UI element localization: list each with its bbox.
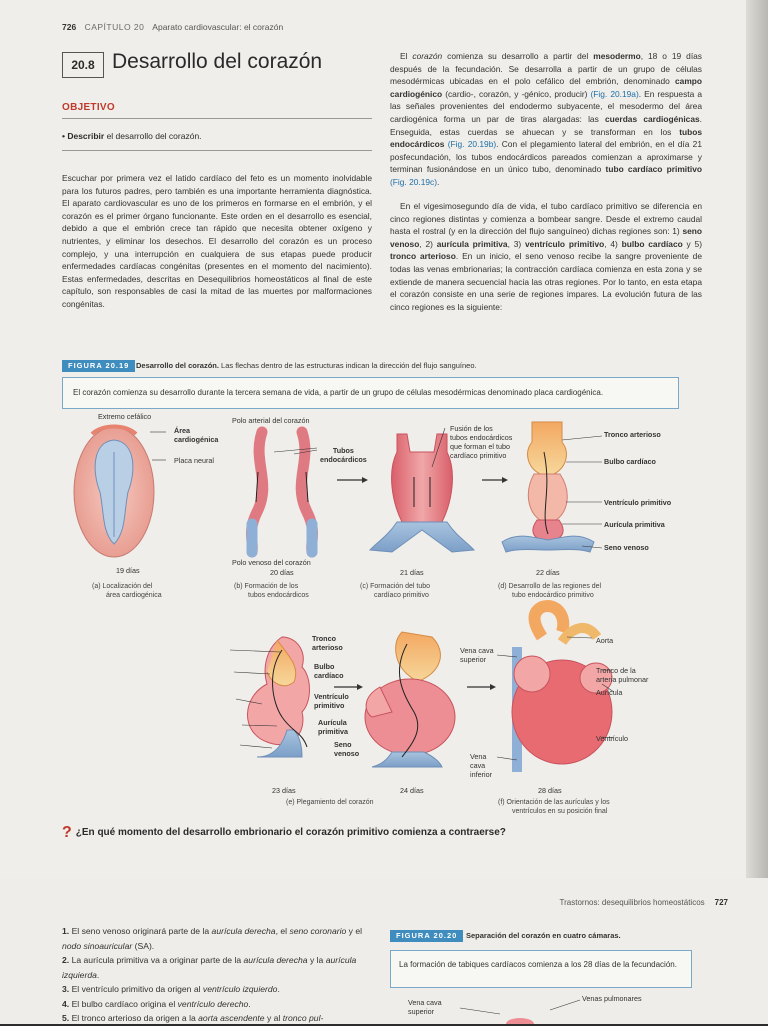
section-number-box: 20.8 (62, 52, 104, 78)
days-28: 28 días (538, 786, 562, 795)
chapter-title: Aparato cardiovascular: el corazón (152, 22, 284, 32)
label-neural-plate: Placa neural (174, 456, 214, 465)
label-ventricle: Ventrículo (596, 734, 628, 743)
days-20: 20 días (270, 568, 294, 577)
figure-2-label: FIGURA 20.20 (390, 930, 463, 942)
label-venous-pole: Polo venoso del corazón (232, 558, 311, 567)
objective-item: • Describir el desarrollo del corazón. (62, 131, 202, 141)
divider (62, 118, 372, 119)
page-gutter-shadow (746, 0, 768, 878)
subcaption-b: (b) Formación de los tubos endocárdicos (234, 583, 309, 599)
label-cardiogenic-area: Área cardiogénica (174, 426, 219, 444)
label-primitive-atrium: Aurícula primitiva (604, 520, 665, 529)
section-title: Desarrollo del corazón (112, 50, 323, 73)
label-cephalic-end: Extremo cefálico (98, 412, 152, 421)
figure-summary-box (62, 377, 679, 409)
heart-looping-24-days (365, 632, 455, 767)
list-item: 1. El seno venoso originará parte de la aurícula derecha, el seno coronario y el nodo sinoauricular (SA). (62, 926, 363, 951)
objective-heading: OBJETIVO (62, 102, 115, 113)
figure-ref-link[interactable]: (Fig. 20.19c) (390, 176, 438, 187)
figure-2-leader-lines (460, 994, 590, 1024)
label-atrium: Aurícula (596, 688, 623, 697)
list-item: 2. La aurícula primitiva va a originar parte de la aurícula derecha y la aurícula izquierda. (62, 955, 357, 980)
label-e-atrium: Aurícula primitiva (318, 718, 348, 736)
label-e-ventricle: Ventrículo primitivo (314, 692, 349, 710)
figure-label: FIGURA 20.19 (62, 360, 135, 372)
list-item: 4. El bulbo cardíaco origina el ventrículo derecho. (62, 998, 251, 1009)
label-e-sinus: Seno venoso (334, 740, 360, 758)
subcaption-d: (d) Desarrollo de las regiones del tubo endocárdico primitivo (498, 583, 602, 599)
days-21: 21 días (400, 568, 424, 577)
label-e-truncus: Tronco arterioso (312, 634, 343, 652)
label-bulbus-cordis: Bulbo cardíaco (604, 457, 656, 466)
subcaption-c: (c) Formación del tubo cardíaco primitivo (360, 583, 431, 599)
list-item: 5. El tronco arterioso da origen a la aorta ascendente y al tronco pul- (62, 1013, 324, 1023)
figure-2-summary-box (390, 950, 692, 988)
running-header (62, 22, 283, 32)
right-paragraph-2: En el vigesimosegundo día de vida, el tubo cardíaco primitivo se diferencia en cinco regiones distintas y comienza a bombear sangre. Desde el extremo caudal hasta el rostral (y en la dirección del flujo sanguíneo) dichas regiones son: 1) seno venoso, 2) aurícula primitiva, 3) ventrículo primitivo, 4) bulbo cardíaco y 5) tronco arterioso. En un inicio, el seno venoso recibe la sangre proveniente de todas las venas embrionarias; la contracción cardíaca comienza en esta zona y se extiende de manera secuencial hacia las otras regiones. Por lo tanto, en esta etapa el corazón consiste en una serie de regiones impares. La evolución futura de las cinco regiones es la siguiente: (390, 201, 702, 312)
embryo-illustration (74, 427, 154, 558)
heart-looping-23-days (247, 637, 309, 757)
regions-list (62, 924, 372, 1026)
label-endocardial-tubes: Tubos endocárdicos (320, 446, 367, 464)
right-paragraph-1: El corazón comienza su desarrollo a partir del mesodermo, 18 o 19 días después de la fecundación. Se desarrolla a partir de un grupo de células mesodérmicas ubicadas en el polo cefálico del embrión, denominado campo cardiogénico (cardio-, corazón, y -génico, producir) (Fig. 20.19a). En respuesta a las señales provenientes del endodermo subyacente, el mesodermo del área cardiogénica forma un par de tiras alargadas: las cuerdas cardiogénicas. Enseguida, estas cuerdas se ahuecan y se transforman en los tubos endocárdicos (Fig. 20.19b). Con el plegamiento lateral del embrión, en el día 21 posfecundación, los tubos endocárdicos pareados comienzan a aproximarse y terminan fusionándose en un único tubo, denominado tubo cardíaco primitivo (Fig. 20.19c). (390, 51, 703, 187)
label-truncus-arteriosus: Tronco arterioso (604, 430, 661, 439)
days-23: 23 días (272, 786, 296, 795)
divider (62, 150, 372, 151)
subcaption-e: (e) Plegamiento del corazón (286, 799, 374, 806)
figure-ref-link[interactable]: (Fig. 20.19a) (590, 88, 639, 99)
label-arterial-pole: Polo arterial del corazón (232, 416, 310, 425)
label-superior-vena-cava: Vena cava superior (460, 646, 494, 664)
figure-question: ? ¿En qué momento del desarrollo embrionario el corazón primitivo comienza a contraerse? (62, 824, 506, 841)
label-sinus-venosus: Seno venoso (604, 543, 649, 552)
heart-development-figure (62, 412, 722, 822)
label-pulmonary-trunk: Tronco de la arteria pulmonar (596, 666, 649, 684)
figure-caption: Desarrollo del corazón. Las flechas dentro de las estructuras indican la dirección del flujo sanguíneo. (136, 361, 477, 370)
subcaption-a: (a) Localización del área cardiogénica (92, 583, 162, 599)
heart-regions-illustration (502, 422, 594, 552)
intro-paragraph: Escuchar por primera vez el latido cardíaco del feto es un momento inolvidable para los futuros padres, pero también es una importante herramienta diagnóstica. El aparato cardiovascular es uno de los primeros en formarse en el embrión, y el corazón es el primer órgano funcionante. Este orden en el desarrollo es esencial, debido a que el embrión crece tan rápido que necesita obtener oxígeno y nutrientes, y eliminar los desechos. El desarrollo del corazón es un proceso complejo, y una interrupción en cualquiera de sus etapas puede producir enfermedades cardíacas congénitas (presentes en el momento del nacimiento). Estas enfermedades, descritas en Desequilibrios homeostáticos al final de este capítulo, son responsables de casi la mitad de las muertes por malformaciones congénitas. (62, 173, 372, 309)
days-22: 22 días (536, 568, 560, 577)
subcaption-f: (f) Orientación de las aurículas y los ventrículos en su posición final (498, 799, 610, 815)
list-item: 3. El ventrículo primitivo da origen al ventrículo izquierdo. (62, 984, 280, 994)
chapter-label: CAPÍTULO 20 (84, 22, 145, 32)
figure-summary: El corazón comienza su desarrollo durante la tercera semana de vida, a partir de un grupo de células mesodérmicas denominado placa cardiogénica. (73, 388, 604, 397)
question-mark-icon: ? (62, 824, 72, 841)
label-aorta: Aorta (596, 636, 614, 645)
days-19: 19 días (116, 566, 140, 575)
label-vena-cava-superior: Vena cava superior (408, 998, 442, 1016)
label-e-bulbus: Bulbo cardíaco (314, 662, 344, 680)
figure-2-caption: Separación del corazón en cuatro cámaras. (466, 931, 621, 940)
label-inferior-vena-cava: Vena cava inferior (470, 752, 492, 779)
label-pulmonary-veins: Venas pulmonares (582, 994, 642, 1003)
book-page-727 (0, 878, 768, 1024)
label-fusion: Fusión de los tubos endocárdicos que forman el tubo cardíaco primitivo (450, 424, 513, 460)
page-number: 726 (62, 22, 77, 32)
days-24: 24 días (400, 786, 424, 795)
running-header-727: Trastornos: desequilibrios homeostáticos 727 (559, 898, 728, 907)
figure-2-summary: La formación de tabiques cardíacos comienza a los 28 días de la fecundación. (399, 960, 677, 969)
endocardial-tubes-illustration (251, 432, 312, 552)
figure-ref-link[interactable]: (Fig. 20.19b) (447, 139, 497, 150)
label-primitive-ventricle: Ventrículo primitivo (604, 498, 672, 507)
